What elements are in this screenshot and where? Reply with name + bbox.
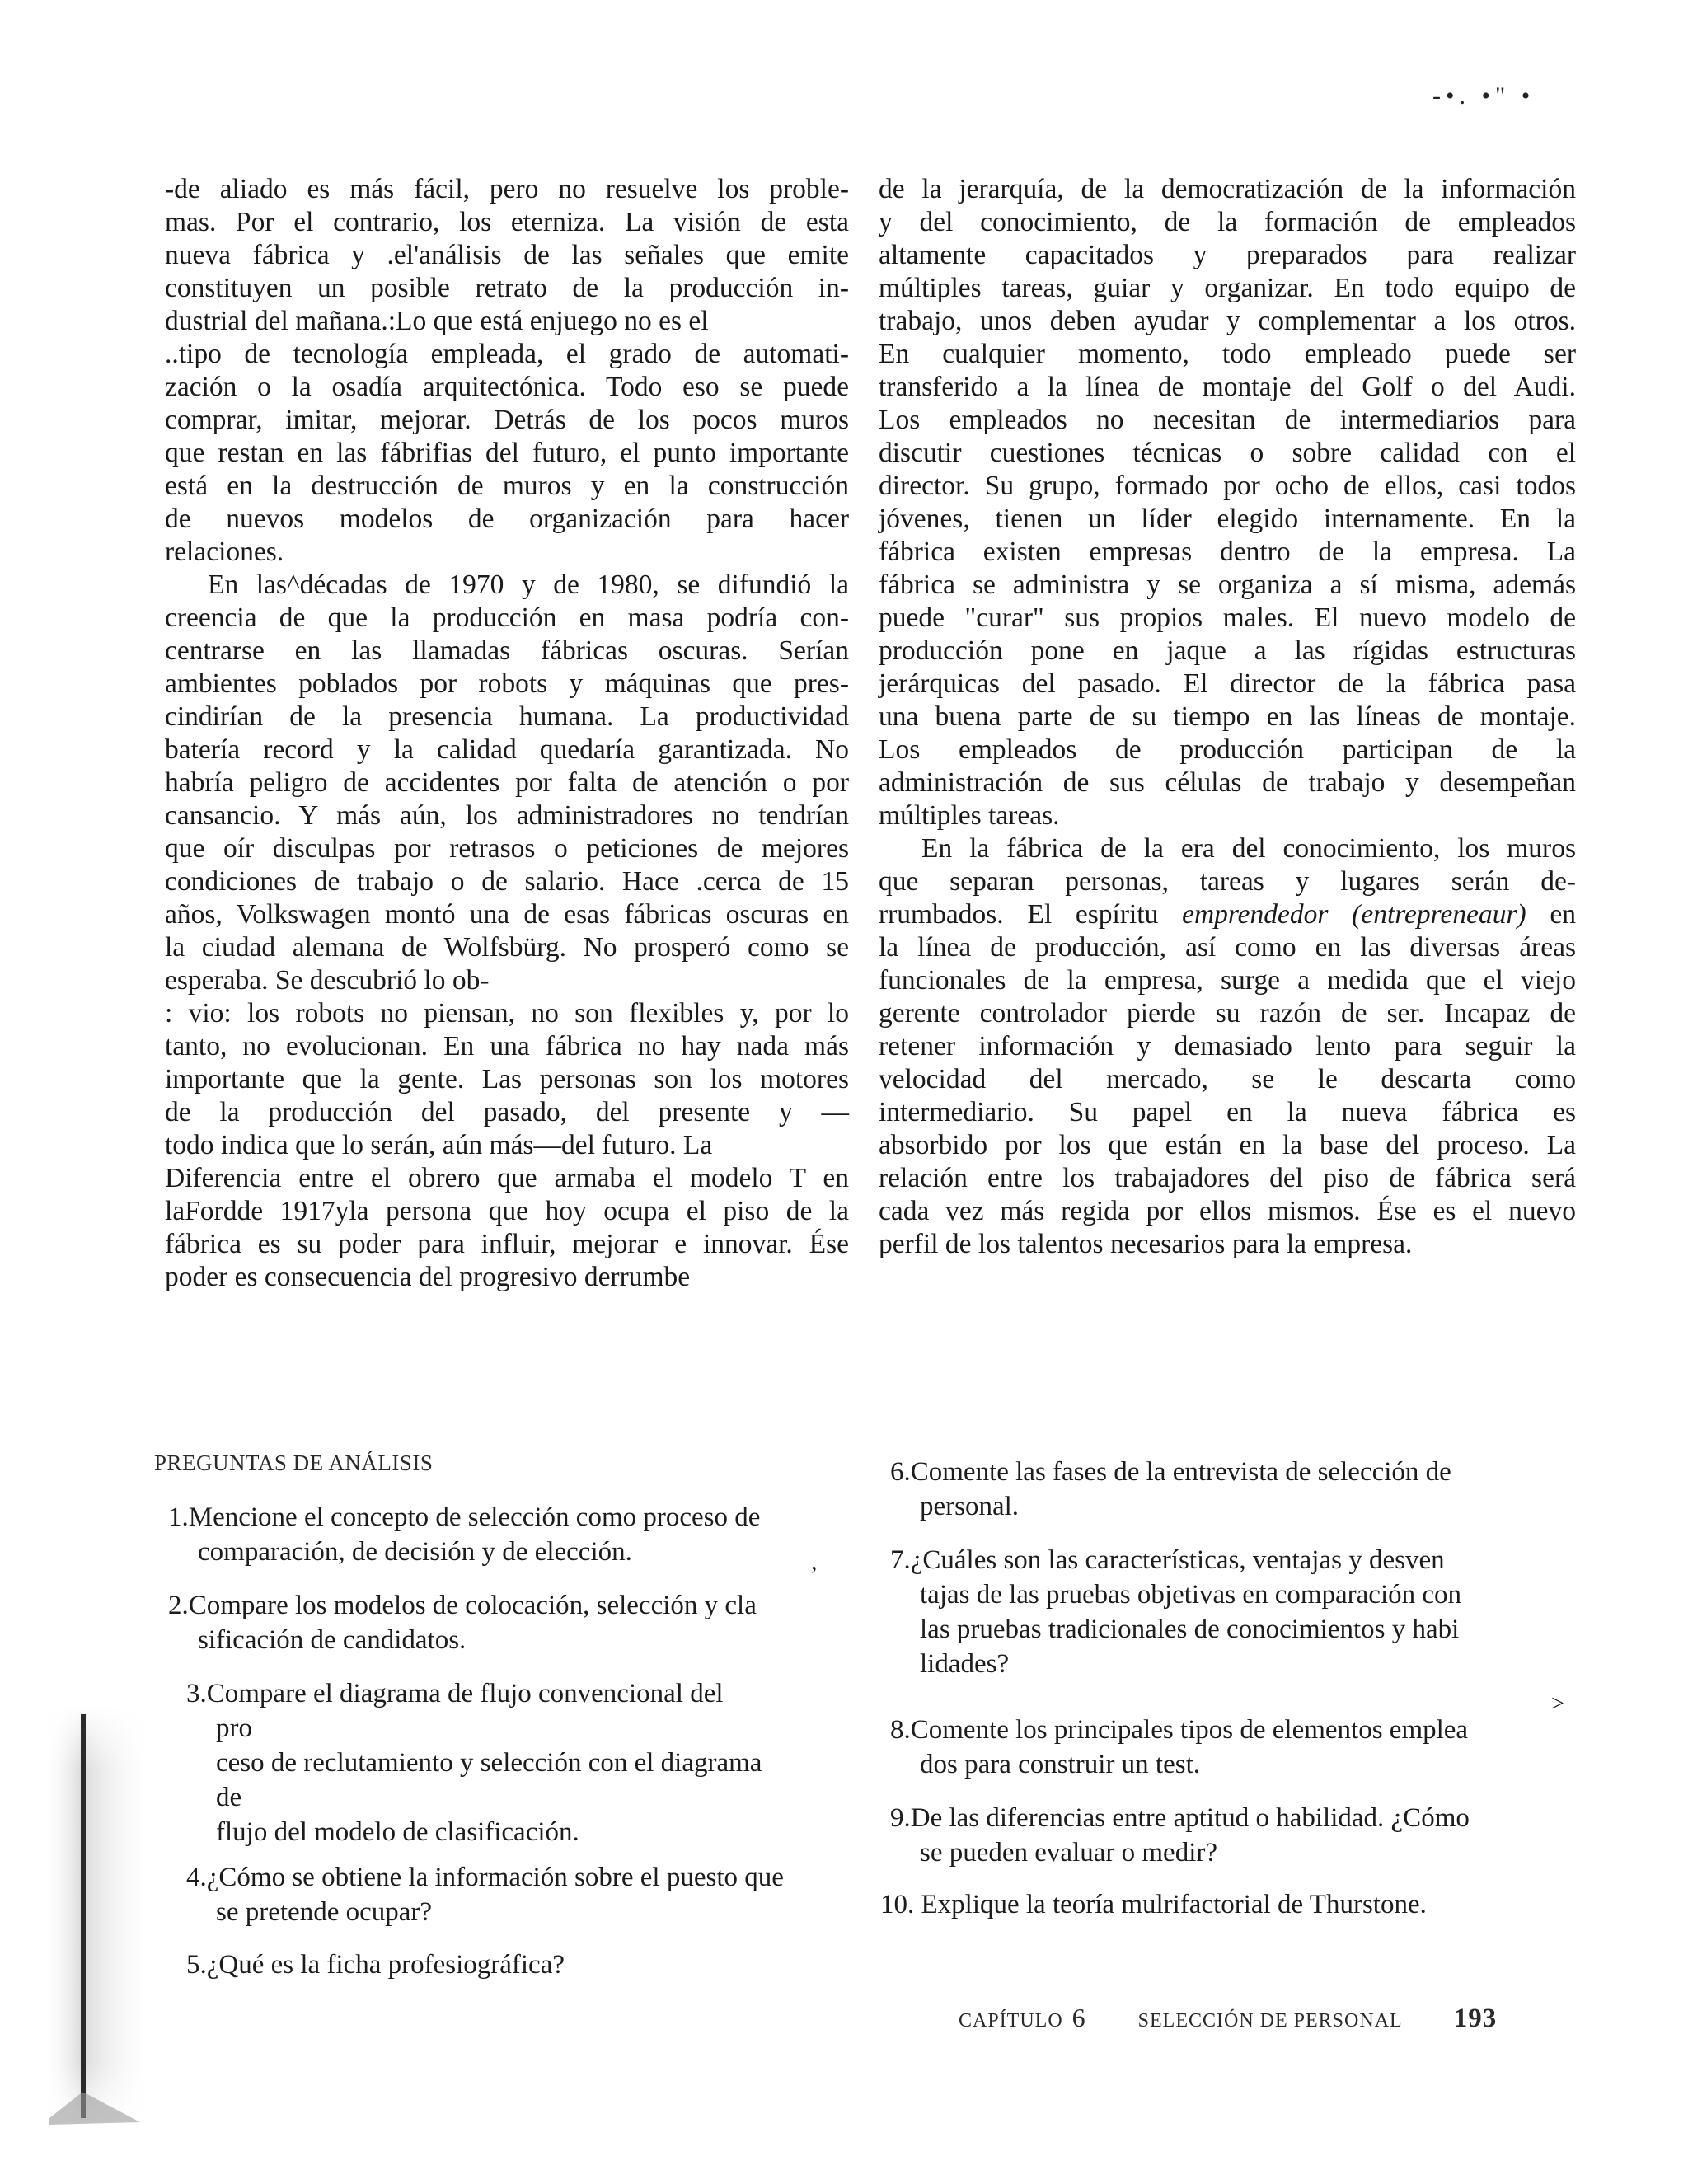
text-line: En las^décadas de 1970 y de 1980, se difundió la [208, 569, 849, 600]
text-line: creencia de que la producción en masa podría con- [165, 602, 849, 633]
question-item [186, 1676, 829, 1849]
question-item [168, 1588, 852, 1657]
text-line: puede "curar" sus propios males. El nuevo modelo de [879, 602, 1576, 633]
chapter-number: 6 [1071, 2003, 1086, 2032]
text-line: fábrica es su poder para influir, mejorar e innovar. Ése [165, 1229, 849, 1259]
scan-corner-marks: -•. •" • [1432, 82, 1536, 110]
question-continuation: sificación de candidatos. [198, 1625, 467, 1655]
text-line: jóvenes, tienen un líder elegido internamente. En la [879, 504, 1576, 534]
text-line: años, Volkswagen montó una de esas fábricas oscuras en [165, 899, 849, 930]
question-text: 3.Compare el diagrama de flujo convencional del [186, 1679, 724, 1708]
text-line: de la producción del pasado, del presente y — [165, 1097, 849, 1127]
question-text: 9.De las diferencias entre aptitud o habilidad. ¿Cómo [890, 1803, 1470, 1833]
text-line: relación entre los trabajadores del piso de fábrica será [879, 1163, 1576, 1193]
text-line: relaciones. [165, 537, 284, 567]
question-item [890, 1455, 1566, 1524]
text-line: En cualquier momento, todo empleado puede ser [879, 339, 1576, 369]
text-line: múltiples tareas. [879, 800, 1060, 831]
text-line: Diferencia entre el obrero que armaba el modelo T en [165, 1163, 849, 1193]
text-line: : vio: los robots no piensan, no son flexibles y, por lo [165, 998, 849, 1029]
question-text: 7.¿Cuáles son las características, ventajas y desven [890, 1545, 1445, 1575]
question-item [168, 1500, 852, 1569]
question-continuation: las pruebas tradicionales de conocimientos y habi [920, 1615, 1460, 1644]
text-line: nueva fábrica y .el'análisis de las señales que emite [165, 240, 849, 270]
question-continuation: lidades? [920, 1649, 1010, 1679]
question-item [890, 1543, 1566, 1681]
text-line: transferido a la línea de montaje del Golf o del Audi. [879, 372, 1576, 402]
text-line: cindirían de la presencia humana. La productividad [165, 701, 849, 732]
text-line: funcionales de la empresa, surge a medida que el viejo [879, 965, 1576, 996]
text-line: En la fábrica de la era del conocimiento, los muros [921, 833, 1576, 864]
text-line: batería record y la calidad quedaría garantizada. No [165, 734, 849, 765]
text-line: jerárquicas del pasado. El director de la fábrica pasa [879, 668, 1576, 699]
stray-comma-mark: , [811, 1548, 818, 1575]
question-text: 1.Mencione el concepto de selección como proceso de [168, 1502, 761, 1532]
text-line: importante que la gente. Las personas son los motores [165, 1064, 849, 1094]
text-line: ..tipo de tecnología empleada, el grado de automati- [165, 339, 849, 369]
question-continuation: de [216, 1783, 242, 1812]
text-line: la ciudad alemana de Wolfsbürg. No prosperó como se [165, 932, 849, 963]
section-title: SELECCIÓN DE PERSONAL [1137, 2010, 1402, 2032]
text-line: intermediario. Su papel en la nueva fábrica es [879, 1097, 1576, 1127]
question-text: 8.Comente los principales tipos de elementos emplea [890, 1715, 1469, 1745]
question-continuation: personal. [920, 1492, 1020, 1521]
text-line: una buena parte de su tiempo en las líneas de montaje. [879, 701, 1576, 732]
text-fragment: rrumbados. El espíritu [879, 899, 1183, 930]
text-line: y del conocimiento, de la formación de empleados [879, 207, 1576, 237]
questions-heading: PREGUNTAS DE ANÁLISIS [154, 1451, 434, 1475]
scan-binding-shadow [41, 1706, 157, 2126]
question-text: 6.Comente las fases de la entrevista de selección de [890, 1457, 1451, 1487]
text-line: cada vez más regida por ellos mismos. Ése es el nuevo [879, 1196, 1576, 1226]
text-line: laFordde 1917yla persona que hoy ocupa el piso de la [165, 1196, 849, 1226]
text-line: retener información y demasiado lento para seguir la [879, 1031, 1576, 1062]
text-line: producción pone en jaque a las rígidas estructuras [879, 635, 1576, 666]
text-line: dustrial del mañana.:Lo que está enjuego no es el [165, 306, 709, 336]
question-continuation: flujo del modelo de clasificación. [216, 1817, 579, 1847]
question-item [880, 1887, 1573, 1922]
question-continuation: pro [216, 1713, 252, 1743]
text-line: centrarse en las llamadas fábricas oscuras. Serían [165, 635, 849, 666]
text-line: fábrica existen empresas dentro de la empresa. La [879, 537, 1576, 567]
text-line: múltiples tareas, guiar y organizar. En todo equipo de [879, 273, 1576, 303]
text-line: cansancio. Y más aún, los administradores no tendrían [165, 800, 849, 831]
text-line: fábrica se administra y se organiza a sí misma, además [879, 569, 1576, 600]
text-line: altamente capacitados y preparados para realizar [879, 240, 1576, 270]
text-line: constituyen un posible retrato de la producción in- [165, 273, 849, 303]
italic-term: emprendedor (entrepreneaur) [1182, 899, 1526, 930]
text-line: gerente controlador pierde su razón de ser. Incapaz de [879, 998, 1576, 1029]
question-item [186, 1947, 846, 1982]
text-line: discutir cuestiones técnicas o sobre calidad con el [879, 438, 1576, 468]
question-text: 2.Compare los modelos de colocación, selección y cla [168, 1591, 757, 1620]
text-line: que separan personas, tareas y lugares serán de- [879, 866, 1576, 897]
text-line: que restan en las fábrifias del futuro, el punto importante [165, 438, 849, 468]
text-line: está en la destrucción de muros y en la construcción [165, 471, 849, 501]
text-line: de la jerarquía, de la democratización de la información [879, 174, 1576, 204]
text-line: tanto, no evolucionan. En una fábrica no hay nada más [165, 1031, 849, 1062]
question-item [890, 1801, 1566, 1870]
page-footer [959, 2003, 1497, 2034]
chapter-label: CAPÍTULO [959, 2010, 1063, 2032]
left-text-column [165, 173, 849, 1294]
text-line: administración de sus células de trabajo y desempeñan [879, 767, 1576, 798]
page-number: 193 [1453, 2004, 1498, 2033]
question-item [186, 1860, 846, 1929]
text-line: habría peligro de accidentes por falta de atención o por [165, 767, 849, 798]
text-line: Los empleados no necesitan de intermediarios para [879, 405, 1576, 435]
text-line: ambientes poblados por robots y máquinas que pres- [165, 668, 849, 699]
text-line: la línea de producción, así como en las diversas áreas [879, 932, 1576, 963]
text-line: condiciones de trabajo o de salario. Hace .cerca de 15 [165, 866, 849, 897]
text-line: perfil de los talentos necesarios para la empresa. [879, 1229, 1413, 1259]
question-continuation: dos para construir un test. [920, 1750, 1201, 1779]
text-line: mas. Por el contrario, los eterniza. La visión de esta [165, 207, 849, 237]
text-line: zación o la osadía arquitectónica. Todo eso se puede [165, 372, 849, 402]
text-line: trabajo, unos deben ayudar y complementar a los otros. [879, 306, 1576, 336]
text-line: comprar, imitar, mejorar. Detrás de los pocos muros [165, 405, 849, 435]
right-text-column [879, 173, 1576, 1261]
text-line: Los empleados de producción participan de la [879, 734, 1576, 765]
text-line: de nuevos modelos de organización para hacer [165, 504, 849, 534]
text-line: absorbido por los que están en la base del proceso. La [879, 1130, 1576, 1160]
question-text: 10. Explique la teoría mulrifactorial de Thurstone. [880, 1890, 1427, 1919]
question-continuation: tajas de las pruebas objetivas en comparación con [920, 1580, 1462, 1610]
stray-gt-mark: > [1551, 1691, 1564, 1717]
text-line: -de aliado es más fácil, pero no resuelve los proble- [165, 174, 849, 204]
text-line: todo indica que lo serán, aún más—del futuro. La [165, 1130, 713, 1160]
question-text: 4.¿Cómo se obtiene la información sobre el puesto que [186, 1863, 784, 1892]
question-continuation: se pretende ocupar? [216, 1897, 433, 1927]
question-item [890, 1713, 1566, 1782]
text-line [879, 898, 1576, 931]
text-line: poder es consecuencia del progresivo derrumbe [165, 1262, 691, 1292]
question-continuation: se pueden evaluar o medir? [920, 1838, 1218, 1868]
question-text: 5.¿Qué es la ficha profesiográfica? [186, 1950, 565, 1980]
question-continuation: ceso de reclutamiento y selección con el diagrama [216, 1748, 762, 1778]
text-line: velocidad del mercado, se le descarta como [879, 1064, 1576, 1094]
text-line: esperaba. Se descubrió lo ob- [165, 965, 490, 996]
text-line: que oír disculpas por retrasos o peticiones de mejores [165, 833, 849, 864]
text-line: director. Su grupo, formado por ocho de ellos, casi todos [879, 471, 1576, 501]
question-continuation: comparación, de decisión y de elección. [198, 1537, 632, 1567]
text-fragment: en [1526, 899, 1576, 930]
